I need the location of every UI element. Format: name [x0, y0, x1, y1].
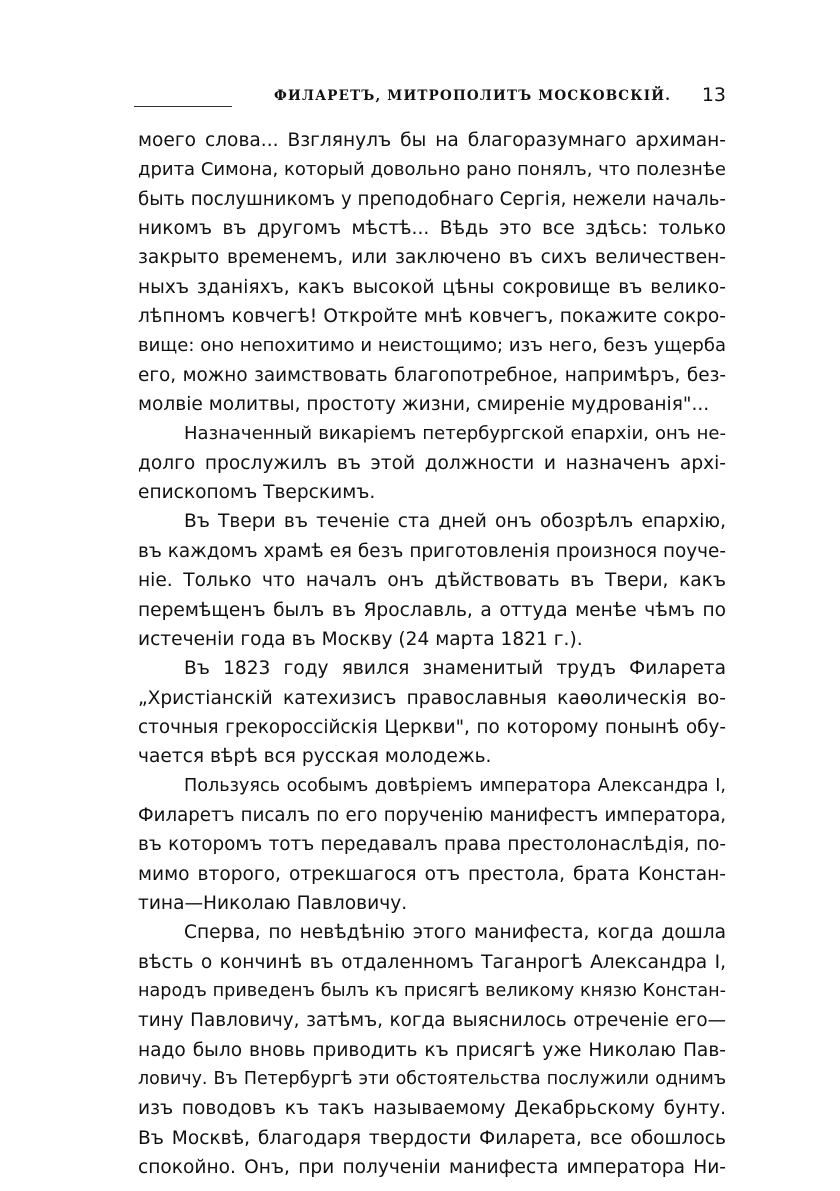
text-line: спокойно. Онъ, при полученіи манифеста императора Ни- — [138, 1157, 726, 1179]
text-line: Филаретъ писалъ по его порученію манифестъ императора, — [138, 804, 726, 826]
text-line: вѣсть о кончинѣ въ отдаленномъ Таганрогѣ Александра I, — [138, 951, 726, 973]
text-line: моего слова... Взглянулъ бы на благоразумнаго архиман- — [138, 130, 726, 151]
text-line: быть послушникомъ у преподобнаго Сергія, нежели началь- — [138, 188, 726, 210]
text-line: вище: оно непохитимо и неистощимо; изъ него, безъ ущерба — [138, 335, 726, 357]
text-line: изъ поводовъ къ такъ называемому Декабрьскому бунту. — [138, 1098, 726, 1120]
text-line: перемѣщенъ былъ въ Ярославль, а оттуда менѣе чѣмъ по — [138, 599, 726, 621]
text-line: молвіе молитвы, простоту жизни, смиреніе мудрованія"... — [138, 394, 710, 416]
text-line: ныхъ зданіяхъ, какъ высокой цѣны сокровище въ велико- — [138, 276, 726, 298]
text-line: никомъ въ другомъ мѣстѣ... Вѣдь это все здѣсь: только — [138, 218, 726, 240]
text-line: сточныя грекороссійскія Церкви", по которому понынѣ обу- — [138, 716, 726, 738]
text-line: народъ приведенъ былъ къ присягѣ великому князю Констан- — [138, 980, 726, 1001]
text-line: дрита Симона, который довольно рано понялъ, что полезнѣе — [138, 159, 726, 181]
text-line: ніе. Только что началъ онъ дѣйствовать въ Твери, какъ — [138, 570, 726, 592]
text-line: Назначенный викаріемъ петербургской епархіи, онъ не- — [184, 423, 726, 445]
text-line: епископомъ Тверскимъ. — [138, 482, 376, 504]
text-line: Пользуясь особымъ довѣріемъ императора Александра I, — [184, 775, 726, 796]
text-line: ловичу. Въ Петербургѣ эти обстоятельства послужили однимъ — [138, 1069, 726, 1089]
header-rule — [134, 106, 232, 107]
text-line: чается вѣрѣ вся русская молодежь. — [138, 746, 492, 768]
text-line: Въ Твери въ теченіе ста дней онъ обозрѣлъ епархію, — [184, 511, 726, 533]
text-line: долго прослужилъ въ этой должности и назначенъ архі- — [138, 452, 726, 474]
text-line: мимо второго, отрекшагося отъ престола, брата Констан- — [138, 863, 726, 885]
text-line: тина—Николаю Павловичу. — [138, 892, 408, 914]
text-line: истеченіи года въ Москву (24 марта 1821 г.). — [138, 628, 583, 650]
text-line: его, можно заимствовать благопотребное, напримѣръ, без- — [138, 364, 726, 386]
text-line: въ которомъ тотъ передавалъ права престолонаслѣдія, по- — [138, 834, 726, 856]
text-line: лѣпномъ ковчегѣ! Откройте мнѣ ковчегъ, покажите сокро- — [138, 306, 726, 328]
text-line: въ каждомъ храмѣ ея безъ приготовленія произнося поуче- — [138, 540, 726, 562]
body-text — [138, 126, 726, 1182]
running-title: ФИЛАРЕТЪ, МИТРОПОЛИТЪ МОСКОВСКІЙ. — [274, 88, 672, 104]
text-line: Въ 1823 году явился знаменитый трудъ Филарета — [184, 658, 726, 680]
running-head — [134, 84, 726, 116]
text-line: закрыто временемъ, или заключено въ сихъ величествен- — [138, 247, 726, 269]
text-line: тину Павловичу, затѣмъ, когда выяснилось отреченіе его— — [138, 1010, 726, 1032]
text-line: Сперва, по невѣдѣнію этого манифеста, когда дошла — [184, 922, 726, 944]
page-number: 13 — [701, 84, 726, 106]
text-line: „Христіанскій катехизисъ православныя каѳолическія во- — [138, 687, 726, 709]
text-line: надо было вновь приводить къ присягѣ уже Николаю Пав- — [138, 1039, 726, 1061]
text-line: Въ Москвѣ, благодаря твердости Филарета, все обошлось — [138, 1127, 726, 1149]
